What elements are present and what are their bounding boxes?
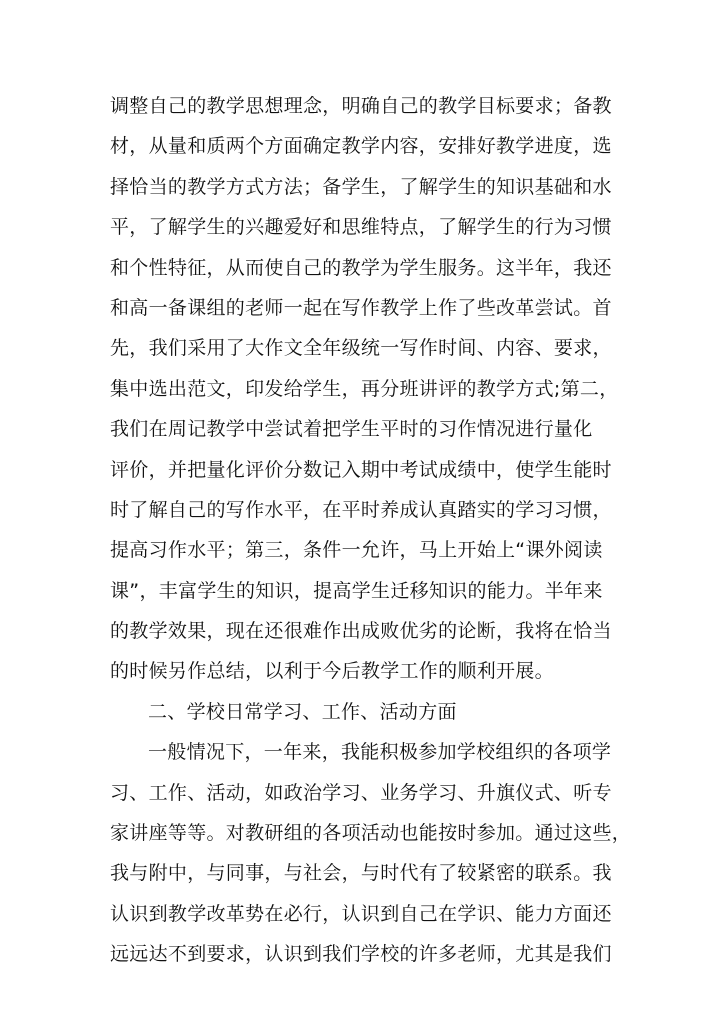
text-line: 先，我们采用了大作文全年级统一写作时间、内容、要求， (110, 337, 612, 360)
text-line: 一般情况下，一年来，我能积极参加学校组织的各项学 (148, 741, 612, 764)
text-line: 习、工作、活动，如政治学习、业务学习、升旗仪式、听专 (110, 781, 612, 804)
text-line: 时了解自己的写作水平，在平时养成认真踏实的学习习惯， (110, 498, 612, 521)
text-line: 提高习作水平；第三，条件一允许，马上开始上“课外阅读 (110, 539, 603, 562)
text-line: 的教学效果，现在还很难作出成败优劣的论断，我将在恰当 (110, 620, 612, 643)
text-line: 集中选出范文，印发给学生，再分班讲评的教学方式;第二， (110, 377, 619, 400)
text-line: 认识到教学改革势在必行，认识到自己在学识、能力方面还 (110, 902, 612, 925)
section-heading: 二、学校日常学习、工作、活动方面 (148, 700, 457, 723)
text-line: 择恰当的教学方式方法；备学生，了解学生的知识基础和水 (110, 175, 612, 198)
text-line: 我与附中，与同事，与社会，与时代有了较紧密的联系。我 (110, 862, 612, 885)
text-line: 家讲座等等。对教研组的各项活动也能按时参加。通过这些， (110, 822, 632, 845)
text-line: 我们在周记教学中尝试着把学生平时的习作情况进行量化 (110, 418, 593, 441)
text-line: 远远达不到要求，认识到我们学校的许多老师，尤其是我们 (110, 943, 612, 966)
text-line: 平，了解学生的兴趣爱好和思维特点，了解学生的行为习惯 (110, 216, 612, 239)
text-line: 材，从量和质两个方面确定教学内容，安排好教学进度，选 (110, 135, 612, 158)
text-line: 课”，丰富学生的知识，提高学生迁移知识的能力。半年来 (110, 579, 603, 602)
text-line: 评价，并把量化评价分数记入期中考试成绩中，使学生能时 (110, 458, 612, 481)
text-line: 调整自己的教学思想理念，明确自己的教学目标要求；备教 (110, 95, 612, 117)
text-line: 和个性特征，从而使自己的教学为学生服务。这半年，我还 (110, 256, 612, 279)
text-line: 和高一备课组的老师一起在写作教学上作了些改革尝试。首 (110, 296, 612, 319)
body-text (110, 86, 632, 975)
text-line: 的时候另作总结，以利于今后教学工作的顺利开展。 (110, 660, 554, 683)
